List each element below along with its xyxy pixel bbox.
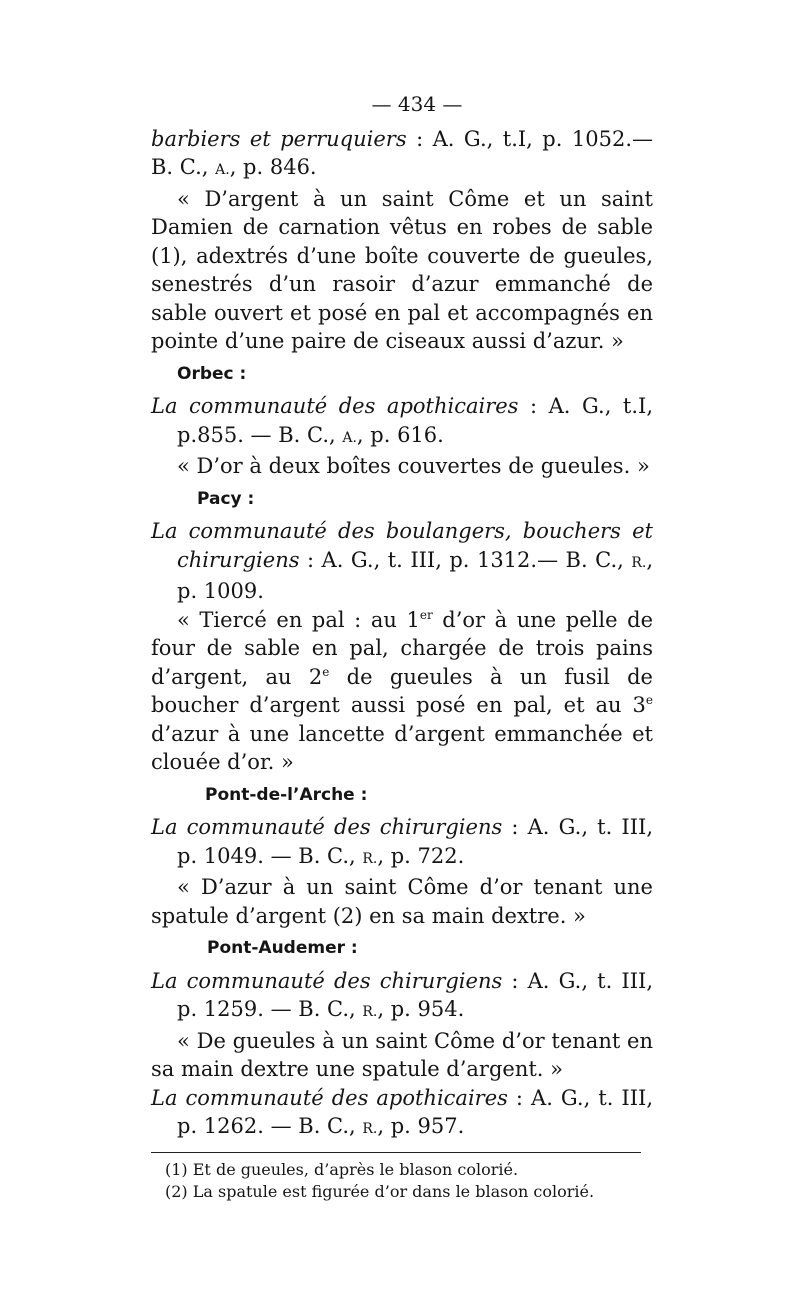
pont-audemer-blazon: « De gueules à un saint Côme d’or tenant en sa main dextre une spatule d’argent. » (151, 1028, 653, 1081)
pont-de-l-arche-reference: La communauté des chirurgiens : A. G., t. III, p. 1049. — B. C., R., p. 722. (151, 815, 653, 868)
orbec-blazon: « D’or à deux boîtes couvertes de gueules. » (177, 454, 650, 478)
pont-audemer-chirurgiens-reference: La communauté des chirurgiens : A. G., t. III, p. 1259. — B. C., R., p. 954. (151, 968, 653, 1021)
pacy-blazon: « Tiercé en pal : au 1er d’or à une pelle de four de sable en pal, chargée de trois pains d’argent, au 2e de gueules à un fusil de boucher d’argent aussi posé en pal, et au 3e d’azur à une lancette d’argent emmanchée et clouée d’or. » (151, 607, 653, 774)
pont-de-l-arche-blazon: « D’azur à un saint Côme d’or tenant une spatule d’argent (2) en sa main dextre. » (151, 875, 653, 928)
heading-pacy: Pacy : (197, 488, 255, 509)
footnote-1: (1) Et de gueules, d’après le blason colorié. (165, 1159, 519, 1179)
heading-orbec: Orbec : (177, 363, 247, 384)
pacy-reference: La communauté des boulangers, bouchers et chirurgiens : A. G., t. III, p. 1312.— B. C., R., p. 1009. (151, 519, 653, 603)
page-body (151, 90, 653, 1203)
orbec-reference: La communauté des apothicaires : A. G., t.I, p.855. — B. C., A., p. 616. (151, 394, 653, 447)
heading-pont-audemer: Pont-Audemer : (207, 938, 358, 958)
footnote-divider (151, 1152, 641, 1153)
footnote-2: (2) La spatule est figurée d’or dans le blason colorié. (165, 1181, 595, 1201)
intro-blazon: « D’argent à un saint Côme et un saint Damien de carnation vêtus en robes de sable (1), adextrés d’une boîte couverte de gueules, senestrés d’un rasoir d’azur emmanché de sable ouvert et posé en pal et accompagnés en pointe d’une paire de ciseaux aussi d’azur. » (151, 186, 653, 353)
page-number: — 434 — (371, 92, 463, 116)
intro-reference: barbiers et perruquiers : A. G., t.I, p. 1052.— B. C., A., p. 846. (151, 126, 653, 179)
heading-pont-de-l-arche: Pont-de-l’Arche : (205, 784, 368, 805)
pont-audemer-apothicaires-reference: La communauté des apothicaires : A. G., t. III, p. 1262. — B. C., R., p. 957. (151, 1085, 653, 1138)
